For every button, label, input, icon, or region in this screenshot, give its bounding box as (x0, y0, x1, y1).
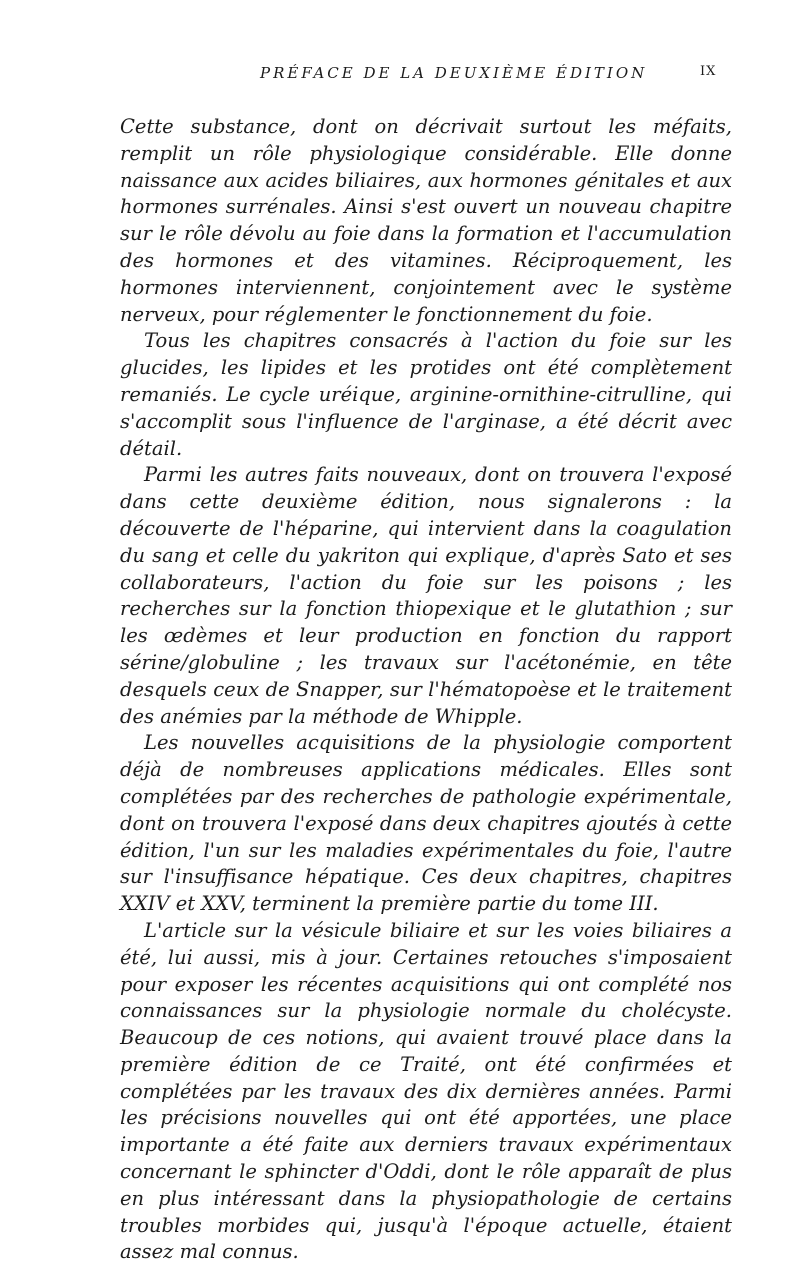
page-number: IX (700, 64, 717, 79)
paragraph-4: Les nouvelles acquisitions de la physiologie comportent déjà de nombreuses applications médicales. Elles sont complétées par des recherches de pathologie expérimentale, dont on trouvera l'exposé dans deux chapitres ajoutés à cette édition, l'un sur les maladies expérimentales du foie, l'autre sur l'insuffisance hépatique. Ces deux chapitres, chapitres XXIV et XXV, terminent la première partie du tome III. (120, 731, 732, 916)
paragraph-1: Cette substance, dont on décrivait surtout les méfaits, remplit un rôle physiologique considérable. Elle donne naissance aux acides biliaires, aux hormones génitales et aux hormones surrénales. Ainsi s'est ouvert un nouveau chapitre sur le rôle dévolu au foie dans la formation et l'accumulation des hormones et des vitamines. Réciproquement, les hormones interviennent, conjointement avec le système nerveux, pour réglementer le fonctionnement du foie. (120, 115, 732, 326)
body-text (120, 114, 732, 1266)
running-head: PRÉFACE DE LA DEUXIÈME ÉDITION (260, 64, 648, 82)
paragraph-2: Tous les chapitres consacrés à l'action du foie sur les glucides, les lipides et les protides ont été complètement remaniés. Le cycle uréique, arginine-ornithine-citrulline, qui s'accomplit sous l'influence de l'arginase, a été décrit avec détail. (120, 329, 732, 460)
paragraph-5: L'article sur la vésicule biliaire et sur les voies biliaires a été, lui aussi, mis à jour. Certaines retouches s'imposaient pour exposer les récentes acquisitions qui ont complété nos connaissances sur la physiologie normale du cholécyste. Beaucoup de ces notions, qui avaient trouvé place dans la première édition de ce Traité, ont été confirmées et complétées par les travaux des dix dernières années. Parmi les précisions nouvelles qui ont été apportées, une place importante a été faite aux derniers travaux expérimentaux concernant le sphincter d'Oddi, dont le rôle apparaît de plus en plus intéressant dans la physiopathologie de certains troubles morbides qui, jusqu'à l'époque actuelle, étaient assez mal connus. (120, 918, 732, 1264)
paragraph-3: Parmi les autres faits nouveaux, dont on trouvera l'exposé dans cette deuxième édition, nous signalerons : la découverte de l'héparine, qui intervient dans la coagulation du sang et celle du yakriton qui explique, d'après Sato et ses collaborateurs, l'action du foie sur les poisons ; les recherches sur la fonction thiopexique et le glutathion ; sur les œdèmes et leur production en fonction du rapport sérine/globuline ; les travaux sur l'acétonémie, en tête desquels ceux de Snapper, sur l'hématopoèse et le traitement des anémies par la méthode de Whipple. (120, 463, 732, 728)
